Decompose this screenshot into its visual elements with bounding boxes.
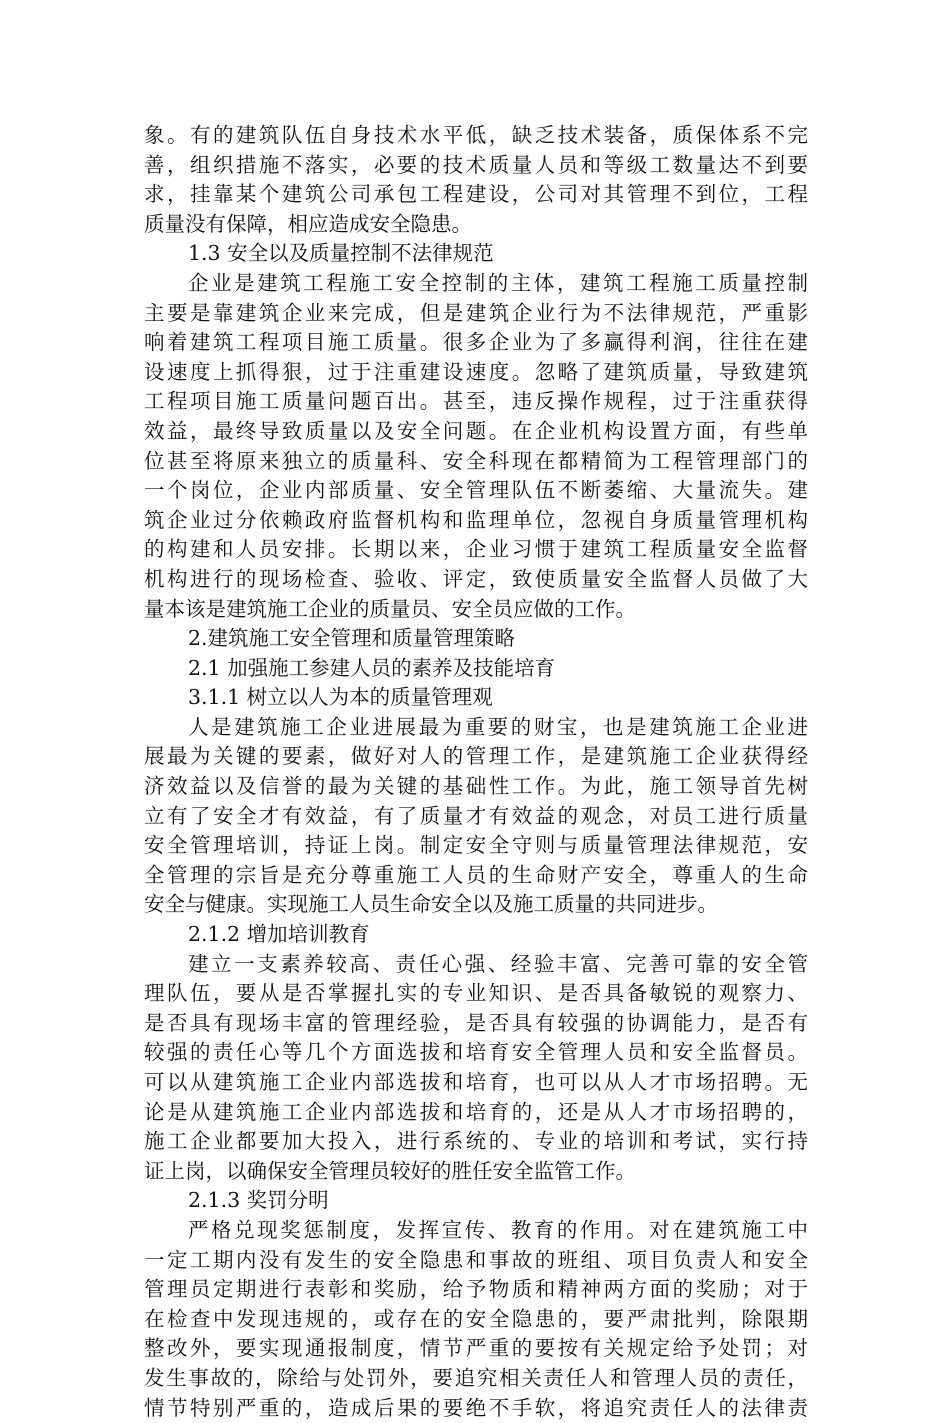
text-line: 济效益以及信誉的最为关键的基础性工作。为此，施工领导首先树 — [144, 774, 808, 799]
text-line: 位甚至将原来独立的质量科、安全科现在都精简为工程管理部门的 — [144, 448, 808, 473]
text-line: 较强的责任心等几个方面选拔和培育安全管理人员和安全监督员。 — [144, 1040, 808, 1065]
section-heading: 2.1.3 奖罚分明 — [188, 1188, 329, 1213]
text-line: 安全管理培训，持证上岗。制定安全守则与质量管理法律规范，安 — [144, 833, 808, 858]
text-line: 善，组织措施不落实，必要的技术质量人员和等级工数量达不到要 — [144, 152, 808, 177]
paragraph-first-line: 人是建筑施工企业进展最为重要的财宝，也是建筑施工企业进 — [188, 714, 808, 739]
text-line: 机构进行的现场检查、验收、评定，致使质量安全监督人员做了大 — [144, 566, 808, 591]
paragraph-first-line: 建立一支素养较高、责任心强、经验丰富、完善可靠的安全管 — [188, 951, 808, 976]
section-heading: 2.1 加强施工参建人员的素养及技能培育 — [188, 655, 556, 680]
text-line: 主要是靠建筑企业来完成，但是建筑企业行为不法律规范，严重影 — [144, 300, 808, 325]
text-line: 在检查中发现违规的，或存在的安全隐患的，要严肃批判，除限期 — [144, 1306, 808, 1331]
section-heading: 1.3 安全以及质量控制不法律规范 — [188, 241, 494, 266]
text-line: 一定工期内没有发生的安全隐患和事故的班组、项目负责人和安全 — [144, 1247, 808, 1272]
text-line: 发生事故的，除给与处罚外，要追究相关责任人和管理人员的责任， — [144, 1365, 808, 1390]
text-line: 工程项目施工质量问题百出。甚至，违反操作规程，过于注重获得 — [144, 389, 808, 414]
text-line: 的构建和人员安排。长期以来，企业习惯于建筑工程质量安全监督 — [144, 537, 808, 562]
text-line: 立有了安全才有效益，有了质量才有效益的观念，对员工进行质量 — [144, 803, 808, 828]
paragraph-first-line: 严格兑现奖惩制度，发挥宣传、教育的作用。对在建筑施工中 — [188, 1217, 808, 1242]
text-line: 论是从建筑施工企业内部选拔和培育的，还是从人才市场招聘的， — [144, 1099, 808, 1124]
text-line: 安全与健康。实现施工人员生命安全以及施工质量的共同进步。 — [144, 892, 718, 917]
text-line: 是否具有现场丰富的管理经验，是否具有较强的协调能力，是否有 — [144, 1010, 808, 1035]
text-line: 可以从建筑施工企业内部选拔和培育，也可以从人才市场招聘。无 — [144, 1070, 808, 1094]
text-line: 设速度上抓得狠，过于注重建设速度。忽略了建筑质量，导致建筑 — [144, 359, 808, 384]
text-line: 整改外，要实现通报制度，情节严重的要按有关规定给予处罚；对 — [144, 1336, 808, 1361]
text-line: 一个岗位，企业内部质量、安全管理队伍不断萎缩、大量流失。建 — [144, 478, 808, 503]
paragraph-first-line: 企业是建筑工程施工安全控制的主体，建筑工程施工质量控制 — [188, 270, 808, 295]
text-line: 象。有的建筑队伍自身技术水平低，缺乏技术装备，质保体系不完 — [144, 123, 808, 147]
text-line: 证上岗，以确保安全管理员较好的胜任安全监管工作。 — [144, 1158, 636, 1183]
text-line: 效益，最终导致质量以及安全问题。在企业机构设置方面，有些单 — [144, 418, 808, 443]
text-line: 求，挂靠某个建筑公司承包工程建设，公司对其管理不到位，工程 — [144, 182, 808, 207]
section-heading: 3.1.1 树立以人为本的质量管理观 — [188, 685, 493, 710]
section-heading: 2.1.2 增加培训教育 — [188, 922, 370, 947]
text-line: 展最为关键的要素，做好对人的管理工作，是建筑施工企业获得经 — [144, 744, 808, 769]
text-line: 情节特别严重的，造成后果的要绝不手软，将追究责任人的法律责 — [144, 1395, 808, 1420]
text-line: 响着建筑工程项目施工质量。很多企业为了多赢得利润，往往在建 — [144, 330, 808, 355]
document-body — [144, 121, 808, 1423]
text-line: 理队伍，要从是否掌握扎实的专业知识、是否具备敏锐的观察力、 — [144, 981, 808, 1006]
text-line: 施工企业都要加大投入，进行系统的、专业的培训和考试，实行持 — [144, 1129, 808, 1154]
text-line: 质量没有保障，相应造成安全隐患。 — [144, 211, 472, 236]
text-line: 筑企业过分依赖政府监督机构和监理单位，忽视自身质量管理机构 — [144, 507, 808, 532]
text-line: 量本该是建筑施工企业的质量员、安全员应做的工作。 — [144, 596, 636, 621]
section-heading: 2.建筑施工安全管理和质量管理策略 — [188, 626, 516, 651]
text-line: 全管理的宗旨是充分尊重施工人员的生命财产安全，尊重人的生命 — [144, 862, 808, 887]
text-line: 管理员定期进行表彰和奖励，给予物质和精神两方面的奖励；对于 — [144, 1277, 808, 1302]
